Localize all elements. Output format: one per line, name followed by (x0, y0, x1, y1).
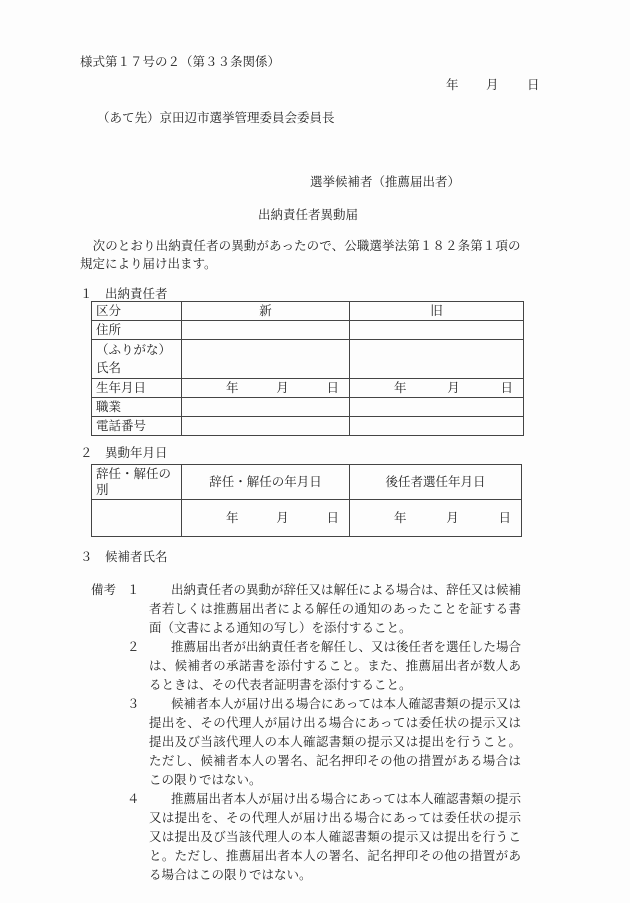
table-row-occupation (92, 398, 524, 417)
remark-item (127, 789, 521, 884)
year-label: 年 (394, 510, 407, 525)
document-title: 出納責任者異動届 (258, 207, 359, 222)
header-successor-date: 後任者選任年月日 (350, 465, 522, 500)
row-label-name: 氏名 (96, 360, 122, 375)
new-occupation-field[interactable] (182, 398, 350, 417)
table-row-dates (92, 500, 522, 537)
old-birthdate-field[interactable] (350, 379, 524, 398)
new-phone-field[interactable] (182, 417, 350, 436)
remark-number: １ (127, 582, 140, 597)
month-label: 月 (276, 380, 289, 395)
resign-date-field[interactable] (182, 500, 350, 537)
addressee: （あて先）京田辺市選挙管理委員会委員長 (97, 110, 335, 125)
header-old: 旧 (350, 302, 524, 321)
date-day-label: 日 (527, 77, 540, 92)
day-label: 日 (500, 380, 513, 395)
header-resign-type: 辞任・解任の別 (92, 465, 182, 500)
month-label: 月 (447, 380, 460, 395)
date-year-label: 年 (446, 77, 459, 92)
header-category: 区分 (92, 302, 182, 321)
table-header-row (92, 302, 524, 321)
remarks-label: 備考 (91, 582, 117, 597)
change-date-table (91, 464, 522, 537)
remark-number: ２ (127, 639, 140, 654)
remarks-section (91, 580, 551, 884)
intro-text-line2: 規定により届け出ます。 (80, 256, 217, 271)
remark-text: 候補者本人が届け出る場合にあっては本人確認書類の提示又は提出を、その代理人が届け出る場合にあっては委任状の提示又は提出及び当該代理人の本人確認書類の提示又は提出を行うこと。ただし、候補者本人の署名、記名押印その他の措置がある場合はこの限りではない。 (149, 696, 521, 787)
year-label: 年 (394, 380, 407, 395)
table-row-address (92, 321, 524, 340)
submitter-label: 選挙候補者（推薦届出者） (310, 174, 461, 189)
remark-item (127, 580, 521, 637)
table-header-row (92, 465, 522, 500)
section2-heading: ２ 異動年月日 (80, 445, 168, 460)
new-birthdate-field[interactable] (182, 379, 350, 398)
date-month-label: 月 (486, 77, 499, 92)
day-label: 日 (326, 510, 339, 525)
row-label-phone: 電話番号 (92, 417, 182, 436)
remark-text: 出納責任者の異動が辞任又は解任による場合は、辞任又は候補者若しくは推薦届出者による解任の通知のあったことを証する書面（文書による通知の写し）を添付すること。 (149, 582, 522, 635)
intro-text-line1: 次のとおり出納責任者の異動があったので、公職選挙法第１８２条第１項の (80, 238, 521, 253)
year-label: 年 (226, 510, 239, 525)
remark-number: ４ (127, 791, 140, 806)
row-label-birthdate: 生年月日 (92, 379, 182, 398)
month-label: 月 (276, 510, 289, 525)
row-label-occupation: 職業 (92, 398, 182, 417)
old-address-field[interactable] (350, 321, 524, 340)
year-label: 年 (226, 380, 239, 395)
remark-text: 推薦届出者本人が届け出る場合にあっては本人確認書類の提示又は提出を、その代理人が届け出る場合にあっては委任状の提示又は提出及び当該代理人の本人確認書類の提示又は提出を行うこと。ただし、推薦届出者本人の署名、記名押印その他の措置がある場合はこの限りではない。 (149, 791, 521, 882)
row-label-address: 住所 (92, 321, 182, 340)
header-new: 新 (182, 302, 350, 321)
row-label-furigana: （ふりがな） (96, 342, 172, 357)
remark-number: ３ (127, 696, 140, 711)
remark-item (127, 694, 521, 789)
remarks-list (127, 580, 521, 884)
form-number: 様式第１７号の２（第３３条関係） (80, 54, 281, 69)
header-resign-date: 辞任・解任の年月日 (182, 465, 350, 500)
section3-heading: ３ 候補者氏名 (80, 549, 168, 564)
new-address-field[interactable] (182, 321, 350, 340)
month-label: 月 (446, 510, 459, 525)
resign-type-field[interactable] (92, 500, 182, 537)
table-row-name (92, 340, 524, 379)
old-phone-field[interactable] (350, 417, 524, 436)
new-name-field[interactable] (182, 340, 350, 379)
day-label: 日 (326, 380, 339, 395)
table-row-phone (92, 417, 524, 436)
section1-heading: １ 出納責任者 (80, 286, 168, 301)
successor-date-field[interactable] (350, 500, 522, 537)
old-name-field[interactable] (350, 340, 524, 379)
old-occupation-field[interactable] (350, 398, 524, 417)
remark-item (127, 637, 521, 694)
table-row-birthdate (92, 379, 524, 398)
day-label: 日 (498, 510, 511, 525)
treasurer-table (91, 301, 524, 436)
remark-text: 推薦届出者が出納責任者を解任し、又は後任者を選任した場合は、候補者の承諾書を添付すること。また、推薦届出者が数人あるときは、その代表者証明書を添付すること。 (149, 639, 522, 692)
